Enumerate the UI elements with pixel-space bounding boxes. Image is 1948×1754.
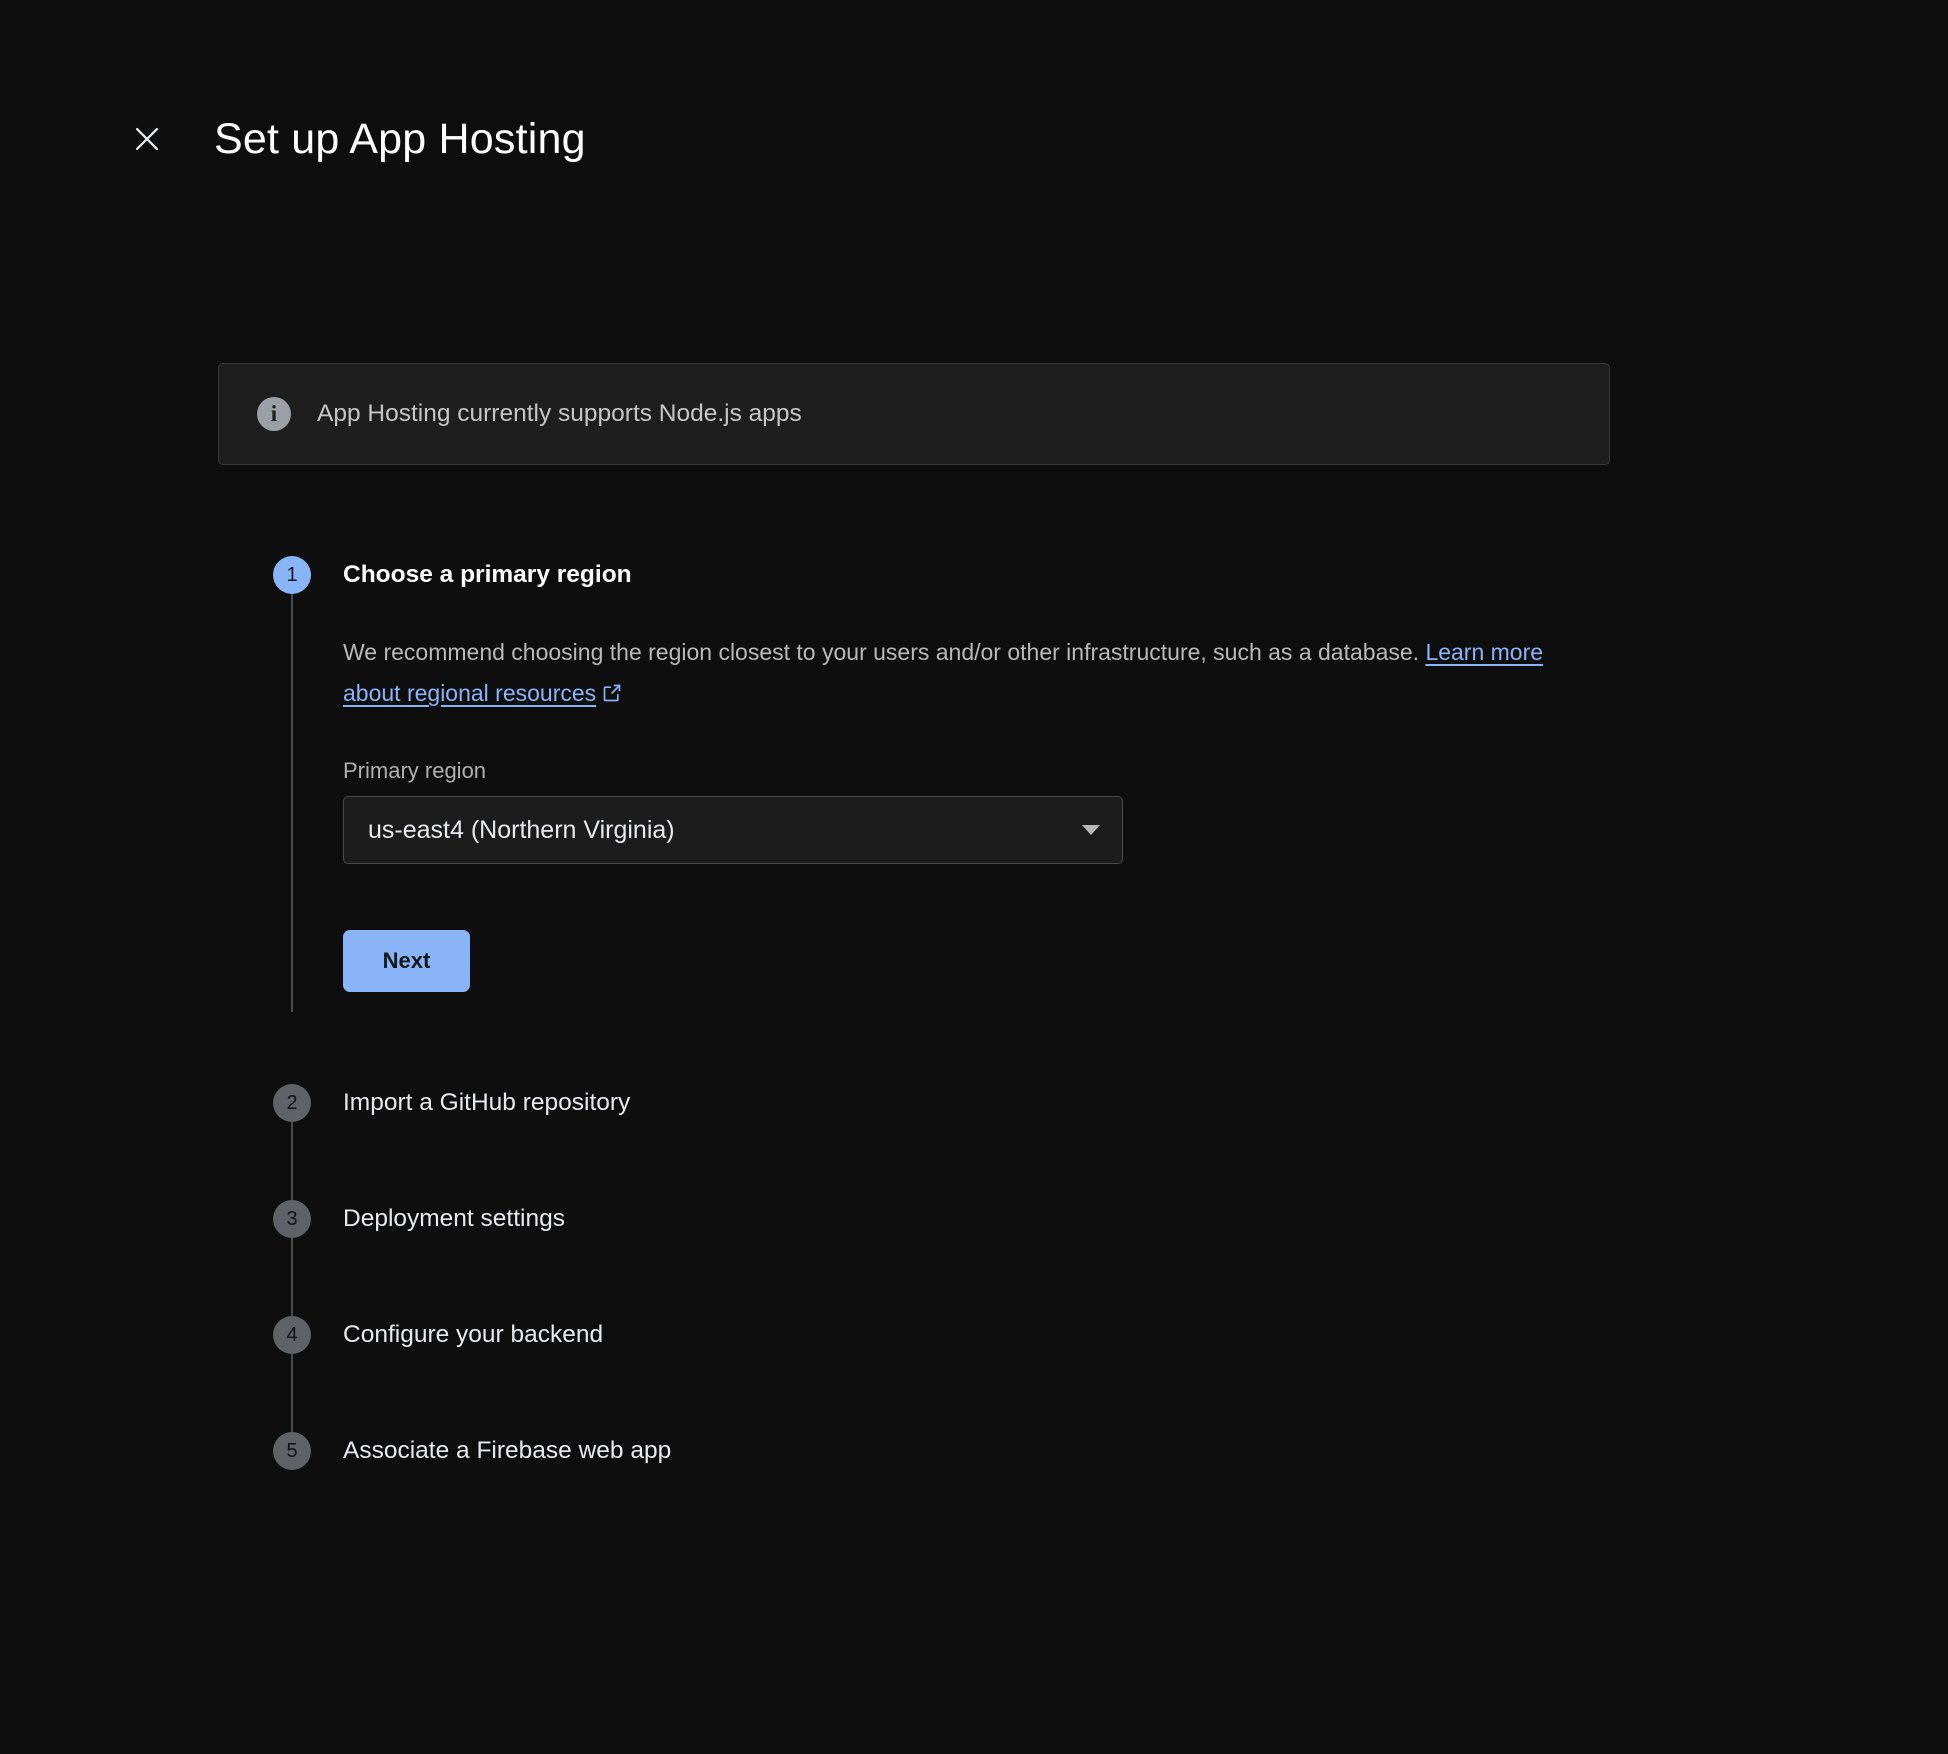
step-2-body [316, 1084, 1668, 1200]
spacer [343, 1122, 1668, 1200]
primary-region-select[interactable] [343, 796, 1123, 864]
step-3-deployment-settings[interactable] [268, 1200, 1668, 1316]
next-button[interactable]: Next [343, 930, 470, 992]
spacer [343, 1238, 1668, 1316]
close-icon[interactable] [120, 112, 174, 166]
step-connector [291, 1354, 293, 1432]
step-1-choose-primary-region[interactable] [268, 556, 1668, 1084]
header [120, 112, 586, 166]
primary-region-value: us-east4 (Northern Virginia) [368, 815, 675, 844]
learn-more-link[interactable]: Learn more about regional resources [343, 639, 1544, 706]
step-rail [268, 1200, 316, 1238]
step-3-number: 3 [273, 1200, 311, 1238]
chevron-down-icon[interactable] [1082, 825, 1100, 835]
step-1-content [343, 594, 1668, 1084]
step-5-label: Associate a Firebase web app [343, 1437, 672, 1464]
spacer [343, 1354, 1668, 1432]
primary-region-label: Primary region [343, 758, 487, 783]
step-4-configure-your-backend[interactable] [268, 1316, 1668, 1432]
step-2-number: 2 [273, 1084, 311, 1122]
step-rail [268, 1432, 316, 1470]
step-1-description-text: We recommend choosing the region closest to your users and/or other infrastructure, such as a database. [343, 639, 1426, 665]
step-connector [291, 1122, 293, 1200]
spacer [343, 992, 1668, 1084]
step-connector [291, 1238, 293, 1316]
step-rail [268, 1084, 316, 1122]
step-1-number: 1 [273, 556, 311, 594]
step-connector [291, 594, 293, 1012]
info-icon: i [257, 397, 291, 431]
external-link-icon[interactable] [602, 675, 622, 716]
step-3-label: Deployment settings [343, 1205, 565, 1232]
info-banner [218, 363, 1610, 465]
step-4-body [316, 1316, 1668, 1432]
info-banner-text: App Hosting currently supports Node.js apps [317, 400, 802, 427]
step-4-label: Configure your backend [343, 1321, 604, 1348]
step-1-description [343, 632, 1563, 716]
step-rail [268, 556, 316, 594]
step-5-body [316, 1432, 1668, 1470]
setup-stepper [268, 556, 1668, 1470]
step-4-number: 4 [273, 1316, 311, 1354]
step-5-number: 5 [273, 1432, 311, 1470]
step-5-associate-firebase-web-app[interactable] [268, 1432, 1668, 1470]
step-3-body [316, 1200, 1668, 1316]
step-rail [268, 1316, 316, 1354]
step-2-label: Import a GitHub repository [343, 1089, 631, 1116]
step-1-label: Choose a primary region [343, 561, 632, 588]
step-1-body [316, 556, 1668, 1084]
step-2-import-github-repository[interactable] [268, 1084, 1668, 1200]
page-title: Set up App Hosting [214, 114, 586, 163]
